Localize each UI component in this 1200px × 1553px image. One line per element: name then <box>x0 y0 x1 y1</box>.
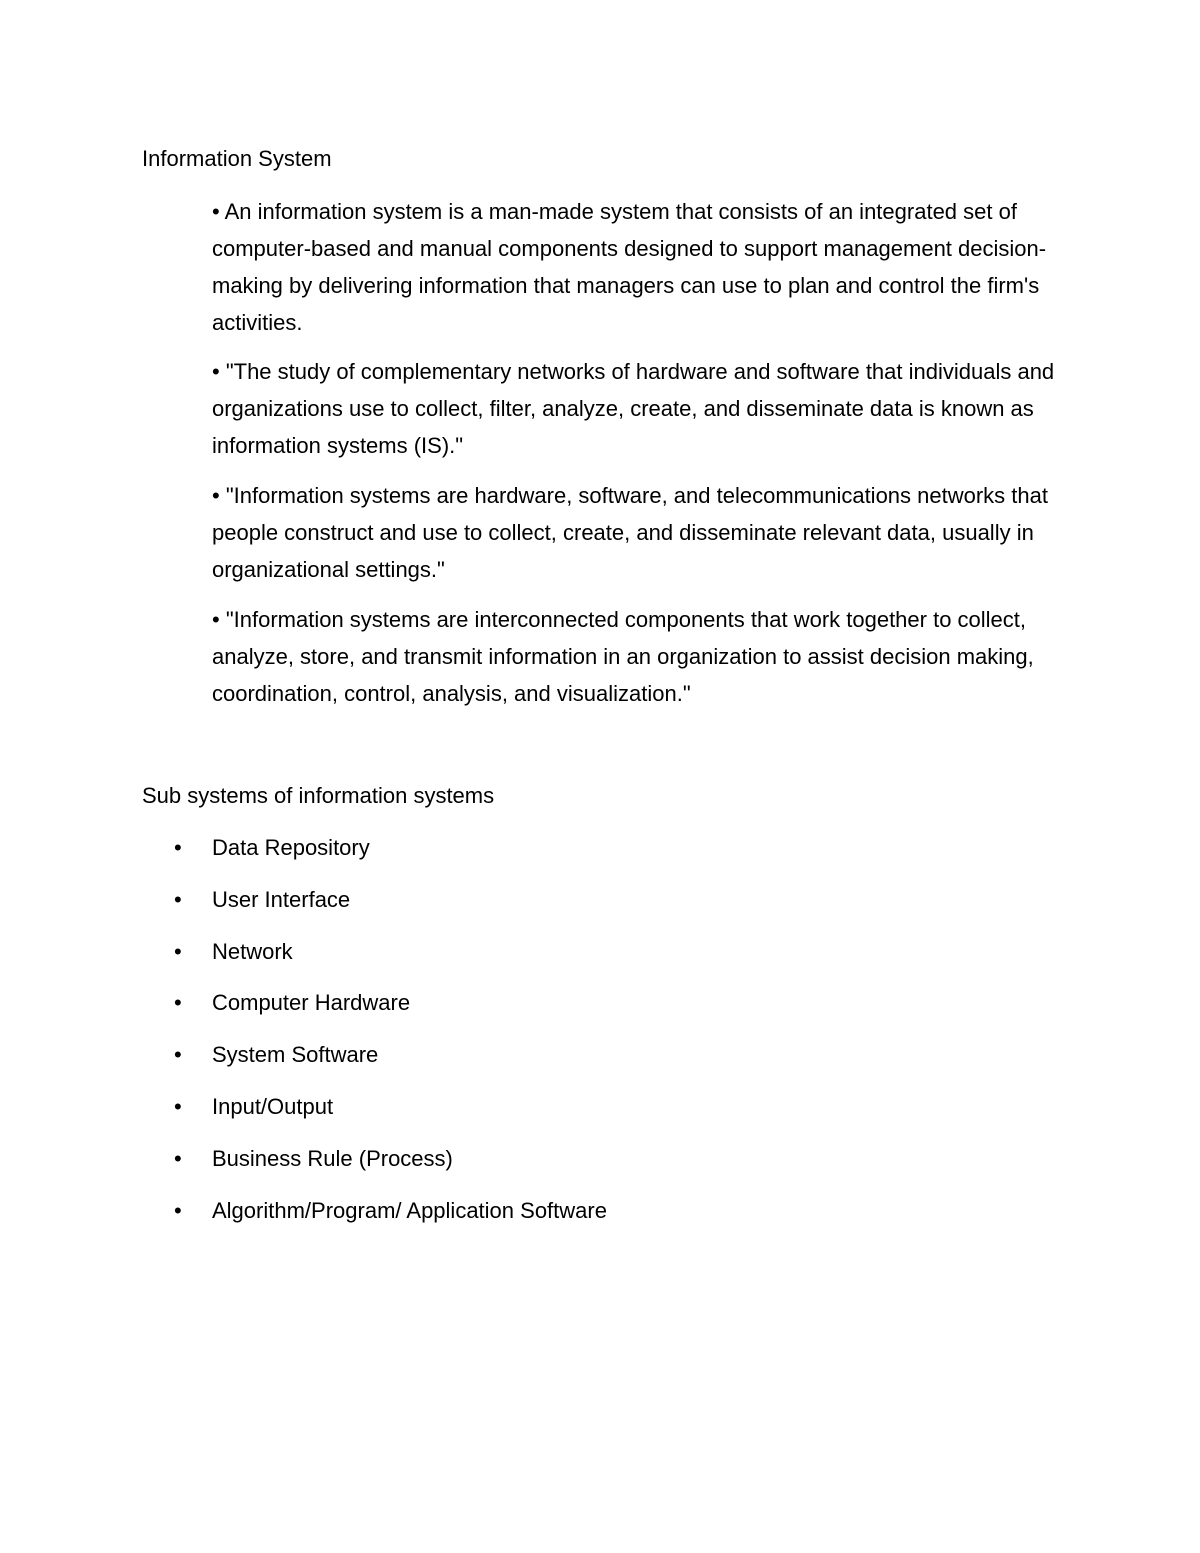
bullet-icon: • <box>174 990 182 1016</box>
definition-paragraph-1: • An information system is a man-made system that consists of an integrated set of computer-based and manual components designed to support management decision-making by delivering information that managers can use to plan and control the firm's activities. <box>212 199 1047 335</box>
list-item-label: User Interface <box>212 886 351 912</box>
section-title-sub-systems: Sub systems of information systems <box>142 783 495 808</box>
list-item-label: Algorithm/Program/ Application Software <box>212 1197 607 1223</box>
definition-paragraph-3: • "Information systems are hardware, software, and telecommunications networks that people construct and use to collect, create, and disseminate relevant data, usually in organizational settings." <box>212 483 1048 582</box>
bullet-icon: • <box>174 1145 182 1171</box>
list-item <box>0 1091 900 1143</box>
list-item-label: System Software <box>212 1042 379 1068</box>
list-item <box>0 884 900 936</box>
section-title-information-system: Information System <box>142 146 332 171</box>
list-item-label: Input/Output <box>212 1093 334 1119</box>
bullet-icon: • <box>174 835 182 860</box>
bullet-icon: • <box>174 1093 182 1119</box>
bullet-icon: • <box>174 1197 182 1223</box>
list-item-label: Computer Hardware <box>212 990 411 1016</box>
list-item <box>0 987 900 1039</box>
definition-paragraph-2: • "The study of complementary networks of hardware and software that individuals and organizations use to collect, filter, analyze, create, and disseminate data is known as information systems (IS)." <box>212 359 1055 458</box>
bullet-icon: • <box>174 1042 182 1068</box>
list-item <box>0 1143 900 1195</box>
bullet-icon: • <box>174 886 182 912</box>
sub-systems-list <box>0 832 900 1246</box>
list-item-label: Network <box>212 938 293 964</box>
list-item-label: Data Repository <box>212 835 370 860</box>
list-item <box>0 1039 900 1091</box>
definition-paragraph-4: • "Information systems are interconnected components that work together to collect, analyze, store, and transmit information in an organization to assist decision making, coordination, control, analysis, and visualization." <box>212 607 1034 706</box>
list-item-label: Business Rule (Process) <box>212 1145 453 1171</box>
bullet-icon: • <box>174 938 182 964</box>
list-item <box>0 832 900 884</box>
list-item <box>0 1195 900 1247</box>
list-item <box>0 936 900 988</box>
